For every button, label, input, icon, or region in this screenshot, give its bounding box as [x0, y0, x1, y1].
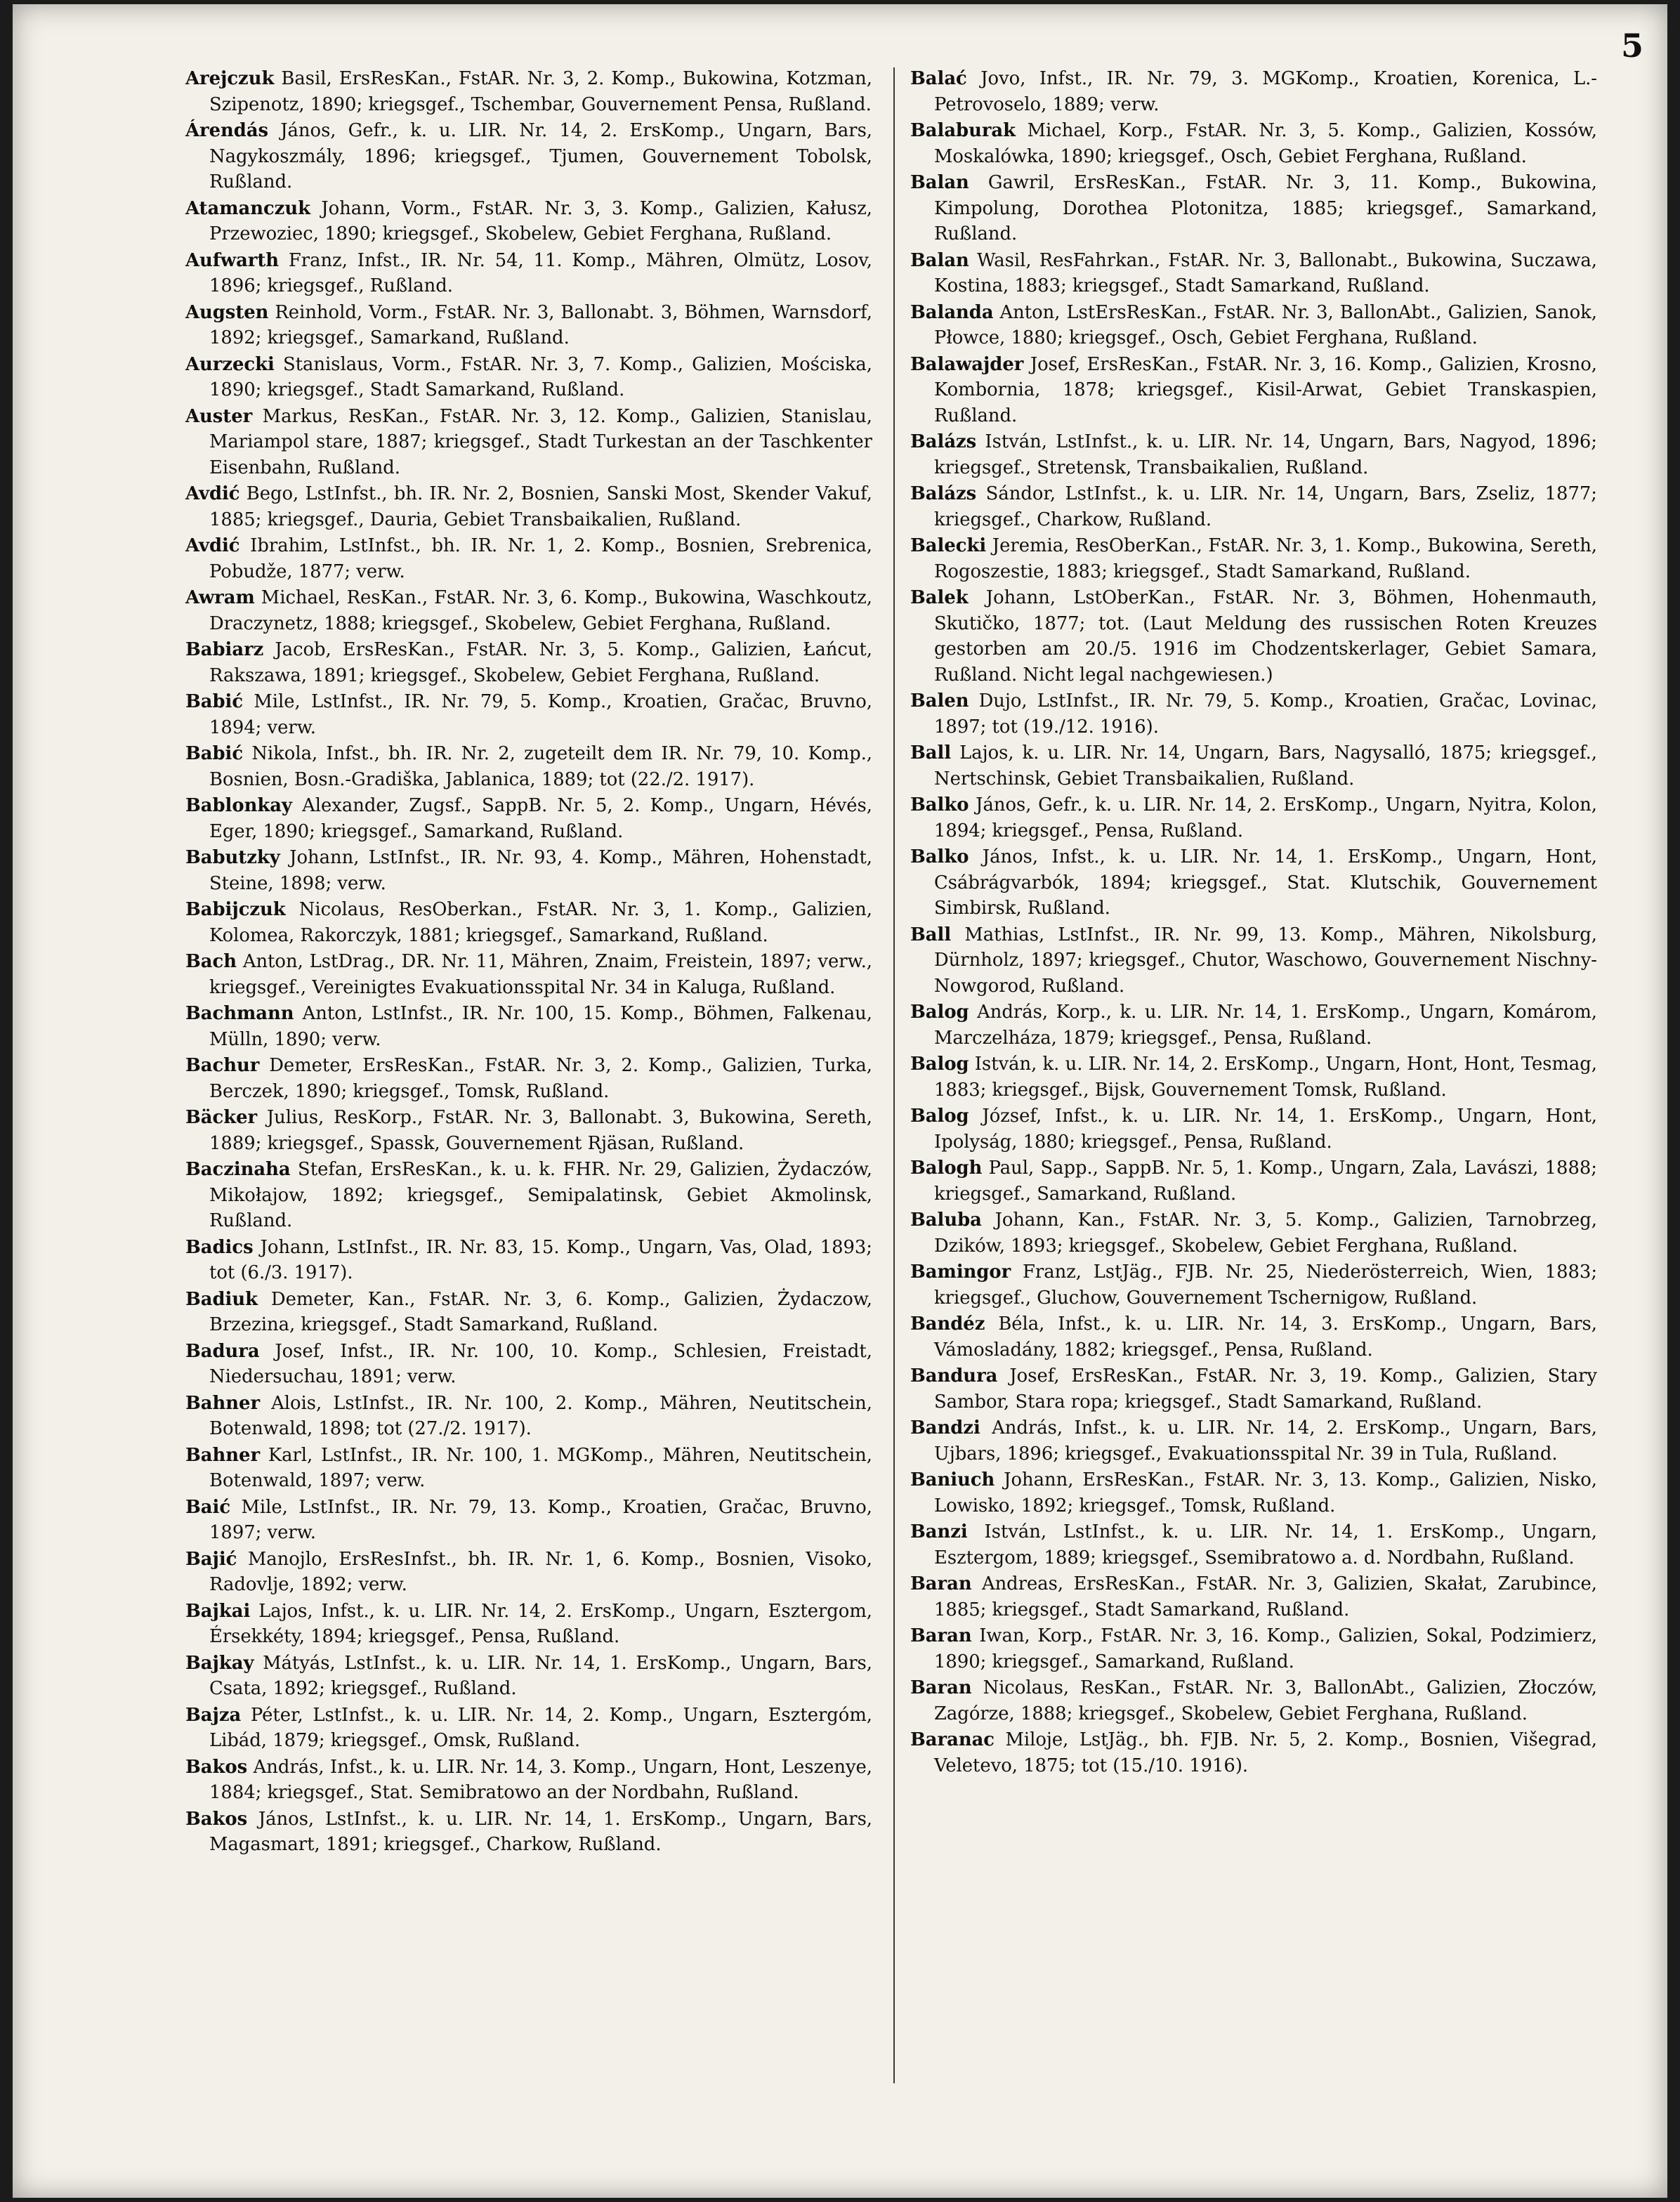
entry-details: Wasil, ResFahrkan., FstAR. Nr. 3, Ballonabt., Bukowina, Suczawa, Kostina, 1883; kriegsgef., Stadt Samarkand, Rußland. — [934, 249, 1597, 296]
entry-details: Jovo, Infst., IR. Nr. 79, 3. MGKomp., Kroatien, Korenica, L.-Petrovoselo, 1889; verw. — [934, 68, 1597, 115]
entry-surname: Baić — [185, 1496, 231, 1518]
entry-details: Mile, LstInfst., IR. Nr. 79, 13. Komp., Kroatien, Gračac, Bruvno, 1897; verw. — [209, 1496, 872, 1543]
entry-surname: Balaburak — [910, 120, 1016, 141]
entry-details: Péter, LstInfst., k. u. LIR. Nr. 14, 2. Komp., Ungarn, Esztergóm, Libád, 1879; kriegsgef., Omsk, Rußland. — [209, 1704, 872, 1751]
entry-details: János, Gefr., k. u. LIR. Nr. 14, 2. ErsKomp., Ungarn, Bars, Nagykoszmály, 1896; kriegsgef., Tjumen, Gouvernement Tobolsk, Rußland. — [209, 120, 873, 192]
entry-surname: Balogh — [910, 1158, 983, 1179]
entry-details: András, Infst., k. u. LIR. Nr. 14, 3. Komp., Ungarn, Hont, Leszenye, 1884; kriegsgef., Stat. Semibratowo an der Nordbahn, Rußland. — [209, 1756, 873, 1803]
list-entry — [185, 118, 872, 195]
list-entry — [910, 300, 1597, 351]
list-entry — [185, 300, 872, 351]
entry-surname: Baran — [910, 1677, 972, 1698]
list-entry — [185, 352, 872, 403]
list-entry — [185, 897, 872, 948]
entry-details: Anton, LstDrag., DR. Nr. 11, Mähren, Znaim, Freistein, 1897; verw., kriegsgef., Vereinigtes Evakuationsspital Nr. 34 in Kaluga, Rußland. — [209, 951, 872, 998]
entry-details: Sándor, LstInfst., k. u. LIR. Nr. 14, Ungarn, Bars, Zseliz, 1877; kriegsgef., Charkow, Rußland. — [934, 483, 1597, 530]
list-entry — [185, 196, 872, 247]
list-entry — [910, 792, 1597, 844]
entry-details: Franz, Infst., IR. Nr. 54, 11. Komp., Mähren, Olmütz, Losov, 1896; kriegsgef., Rußland. — [209, 249, 872, 296]
list-entry — [185, 845, 872, 896]
entry-surname: Bajkai — [185, 1600, 251, 1622]
entry-details: Mathias, LstInfst., IR. Nr. 99, 13. Komp., Mähren, Nikolsburg, Dürnholz, 1897; kriegsgef., Chutor, Waschowo, Gouvernement Nischny-Nowgorod, Rußland. — [934, 924, 1597, 997]
list-entry — [185, 1053, 872, 1104]
entry-details: Demeter, ErsResKan., FstAR. Nr. 3, 2. Komp., Galizien, Turka, Berczek, 1890; kriegsgef., Tomsk, Rußland. — [209, 1055, 872, 1102]
list-entry — [185, 741, 872, 792]
entry-details: Dujo, LstInfst., IR. Nr. 79, 5. Komp., Kroatien, Gračac, Lovinac, 1897; tot (19./12. 1916). — [934, 690, 1598, 738]
list-entry — [185, 1651, 872, 1702]
list-entry — [185, 1391, 872, 1442]
list-entry — [910, 688, 1597, 740]
entry-details: Johann, ErsResKan., FstAR. Nr. 3, 13. Komp., Galizien, Nisko, Lowisko, 1892; kriegsgef., Tomsk, Rußland. — [934, 1469, 1597, 1516]
entry-details: Johann, LstInfst., IR. Nr. 93, 4. Komp., Mähren, Hohenstadt, Steine, 1898; verw. — [209, 847, 873, 894]
entry-details: Markus, ResKan., FstAR. Nr. 3, 12. Komp., Galizien, Stanislau, Mariampol stare, 1887; kriegsgef., Stadt Turkestan an der Taschkenter Eisenbahn, Rußland. — [209, 405, 872, 478]
entry-details: Basil, ErsResKan., FstAR. Nr. 3, 2. Komp., Bukowina, Kotzman, Szipenotz, 1890; kriegsgef., Tschembar, Gouvernement Pensa, Rußland. — [209, 68, 872, 115]
entry-details: Josef, ErsResKan., FstAR. Nr. 3, 16. Komp., Galizien, Krosno, Kombornia, 1878; kriegsgef., Kisil-Arwat, Gebiet Transkaspien, Rußland. — [934, 353, 1597, 426]
entry-details: János, LstInfst., k. u. LIR. Nr. 14, 1. ErsKomp., Ungarn, Bars, Magasmart, 1891; kriegsgef., Charkow, Rußland. — [209, 1808, 873, 1855]
entry-surname: Badura — [185, 1340, 260, 1362]
entry-surname: Babić — [185, 691, 244, 712]
entry-surname: Balog — [910, 1106, 969, 1127]
entry-surname: Balen — [910, 690, 969, 712]
list-entry — [185, 637, 872, 688]
entry-surname: Baniuch — [910, 1469, 995, 1490]
entry-surname: Ball — [910, 924, 952, 945]
entry-details: Stanislaus, Vorm., FstAR. Nr. 3, 7. Komp., Galizien, Mościska, 1890; kriegsgef., Stadt Samarkand, Rußland. — [209, 353, 872, 400]
entry-surname: Balek — [910, 587, 969, 608]
list-entry — [910, 1207, 1597, 1259]
entry-details: Gawril, ErsResKan., FstAR. Nr. 3, 11. Komp., Bukowina, Kimpolung, Dorothea Plotonitza, 1885; kriegsgef., Samarkand, Rußland. — [934, 172, 1597, 244]
list-entry — [910, 1675, 1597, 1726]
list-entry — [910, 118, 1597, 169]
entry-details: Josef, ErsResKan., FstAR. Nr. 3, 19. Komp., Galizien, Stary Sambor, Stara ropa; kriegsgef., Stadt Samarkand, Rußland. — [934, 1365, 1597, 1413]
list-entry — [185, 1703, 872, 1754]
entry-details: István, LstInfst., k. u. LIR. Nr. 14, Ungarn, Bars, Nagyod, 1896; kriegsgef., Stretensk, Transbaikalien, Rußland. — [934, 431, 1597, 478]
list-entry — [910, 1103, 1597, 1155]
entry-surname: Balan — [910, 249, 969, 271]
entry-details: János, Infst., k. u. LIR. Nr. 14, 1. ErsKomp., Ungarn, Hont, Csábrágvarbók, 1894; kriegsgef., Stat. Klutschik, Gouvernement Simbirsk, Rußland. — [934, 846, 1597, 919]
entry-surname: Bajić — [185, 1548, 237, 1570]
entry-surname: Bandéz — [910, 1313, 985, 1335]
entry-surname: Badiuk — [185, 1288, 258, 1310]
list-entry — [910, 1415, 1597, 1467]
entry-details: Iwan, Korp., FstAR. Nr. 3, 16. Komp., Galizien, Sokal, Podzimierz, 1890; kriegsgef., Samarkand, Rußland. — [934, 1625, 1597, 1672]
entry-details: Nicolaus, ResKan., FstAR. Nr. 3, BallonAbt., Galizien, Złoczów, Zagórze, 1888; kriegsgef., Skobelew, Gebiet Ferghana, Rußland. — [934, 1677, 1597, 1724]
entry-details: Julius, ResKorp., FstAR. Nr. 3, Ballonabt. 3, Bukowina, Sereth, 1889; kriegsgef., Spassk, Gouvernement Rjäsan, Rußland. — [209, 1107, 872, 1154]
entry-surname: Bajza — [185, 1704, 242, 1726]
entry-details: Mátyás, LstInfst., k. u. LIR. Nr. 14, 1. ErsKomp., Ungarn, Bars, Csata, 1892; kriegsgef., Rußland. — [209, 1652, 872, 1699]
entry-details: András, Infst., k. u. LIR. Nr. 14, 2. ErsKomp., Ungarn, Bars, Ujbars, 1896; kriegsgef., Evakuationsspital Nr. 39 in Tula, Rußland. — [934, 1417, 1597, 1464]
entry-details: István, k. u. LIR. Nr. 14, 2. ErsKomp., Ungarn, Hont, Hont, Tesmag, 1883; kriegsgef., Bijsk, Gouvernement Tomsk, Rußland. — [934, 1054, 1598, 1101]
list-entry — [185, 1495, 872, 1546]
entry-surname: Ball — [910, 742, 952, 764]
entry-surname: Bajkay — [185, 1652, 254, 1674]
entry-details: Lajos, Infst., k. u. LIR. Nr. 14, 2. ErsKomp., Ungarn, Esztergom, Érsekkéty, 1894; kriegsgef., Pensa, Rußland. — [209, 1600, 872, 1647]
entry-surname: Balan — [910, 172, 969, 193]
list-entry — [910, 1571, 1597, 1623]
list-entry — [910, 922, 1597, 1000]
entry-details: Karl, LstInfst., IR. Nr. 100, 1. MGKomp., Mähren, Neutitschein, Botenwald, 1897; verw. — [209, 1444, 872, 1491]
entry-surname: Babutzky — [185, 847, 280, 868]
entry-surname: Banzi — [910, 1521, 968, 1542]
entry-surname: Babiarz — [185, 639, 264, 660]
entry-details: Mile, LstInfst., IR. Nr. 79, 5. Komp., Kroatien, Gračac, Bruvno, 1894; verw. — [209, 691, 873, 738]
list-entry — [910, 533, 1597, 584]
entry-details: Miloje, LstJäg., bh. FJB. Nr. 5, 2. Komp., Bosnien, Višegrad, Veletevo, 1875; tot (15./10. 1916). — [934, 1729, 1597, 1776]
entry-details: Anton, LstErsResKan., FstAR. Nr. 3, BallonAbt., Galizien, Sanok, Płowce, 1880; kriegsgef., Osch, Gebiet Ferghana, Rußland. — [934, 301, 1598, 348]
entry-surname: Atamanczuk — [185, 197, 310, 219]
entry-details: Michael, ResKan., FstAR. Nr. 3, 6. Komp., Bukowina, Waschkoutz, Draczynetz, 1888; kriegsgef., Skobelew, Gebiet Ferghana, Rußland. — [209, 587, 873, 634]
entry-surname: Bach — [185, 951, 237, 972]
list-entry — [185, 949, 872, 1000]
entry-details: Michael, Korp., FstAR. Nr. 3, 5. Komp., Galizien, Kossów, Moskalówka, 1890; kriegsgef., Osch, Gebiet Ferghana, Rußland. — [934, 120, 1597, 167]
entry-surname: Baluba — [910, 1210, 982, 1231]
list-entry — [185, 1443, 872, 1494]
column-divider — [893, 67, 895, 2083]
entry-details: István, LstInfst., k. u. LIR. Nr. 14, 1. ErsKomp., Ungarn, Esztergom, 1889; kriegsgef., Ssemibratowo a. d. Nordbahn, Rußland. — [934, 1521, 1598, 1568]
list-entry — [910, 740, 1597, 792]
entry-surname: Balecki — [910, 535, 987, 556]
list-entry — [910, 481, 1597, 532]
entry-surname: Balázs — [910, 483, 977, 504]
list-entry — [910, 1259, 1597, 1311]
list-entry — [910, 1051, 1597, 1103]
entry-details: Ibrahim, LstInfst., bh. IR. Nr. 1, 2. Komp., Bosnien, Srebrenica, Pobudže, 1877; verw. — [209, 535, 872, 582]
entry-details: Andreas, ErsResKan., FstAR. Nr. 3, Galizien, Skałat, Zarubince, 1885; kriegsgef., Stadt Samarkand, Rußland. — [934, 1573, 1597, 1620]
entry-surname: Bandzi — [910, 1417, 980, 1438]
list-entry — [185, 1001, 872, 1052]
list-entry — [185, 66, 872, 117]
entry-surname: Babić — [185, 743, 244, 764]
entry-details: Demeter, Kan., FstAR. Nr. 3, 6. Komp., Galizien, Żydaczow, Brzezina, kriegsgef., Stadt Samarkand, Rußland. — [209, 1288, 872, 1335]
entry-surname: Bandura — [910, 1365, 998, 1387]
entry-details: Nikola, Infst., bh. IR. Nr. 2, zugeteilt dem IR. Nr. 79, 10. Komp., Bosnien, Bosn.-Gradiška, Jablanica, 1889; tot (22./2. 1917). — [209, 743, 872, 790]
entry-surname: Baran — [910, 1573, 972, 1594]
entry-surname: Bahner — [185, 1444, 261, 1466]
list-entry — [910, 352, 1597, 429]
list-entry — [910, 1311, 1597, 1363]
list-entry — [185, 689, 872, 740]
entry-surname: Bahner — [185, 1392, 261, 1414]
entry-surname: Baran — [910, 1625, 972, 1646]
entry-surname: Bablonkay — [185, 795, 292, 816]
entry-details: Paul, Sapp., SappB. Nr. 5, 1. Komp., Ungarn, Zala, Lavászi, 1888; kriegsgef., Samarkand, Rußland. — [934, 1158, 1597, 1205]
entry-surname: Balać — [910, 68, 967, 89]
entry-surname: Balawajder — [910, 353, 1024, 375]
entry-details: Reinhold, Vorm., FstAR. Nr. 3, Ballonabt. 3, Böhmen, Warnsdorf, 1892; kriegsgef., Samarkand, Rußland. — [209, 301, 872, 348]
list-entry — [185, 1807, 872, 1858]
entry-details: Stefan, ErsResKan., k. u. k. FHR. Nr. 29, Galizien, Żydaczów, Mikołajow, 1892; kriegsgef., Semipalatinsk, Gebiet Akmolinsk, Rußland. — [209, 1159, 873, 1231]
entry-surname: Bachmann — [185, 1003, 294, 1024]
entry-surname: Bachur — [185, 1055, 260, 1076]
entry-surname: Bäcker — [185, 1107, 258, 1128]
entry-surname: Avdić — [185, 535, 240, 556]
list-entry — [910, 170, 1597, 247]
entry-details: Bego, LstInfst., bh. IR. Nr. 2, Bosnien, Sanski Most, Skender Vakuf, 1885; kriegsgef., Dauria, Gebiet Transbaikalien, Rußland. — [209, 483, 873, 530]
entry-surname: Bamingor — [910, 1261, 1011, 1283]
entry-details: Alexander, Zugsf., SappB. Nr. 5, 2. Komp., Ungarn, Hévés, Eger, 1890; kriegsgef., Samarkand, Rußland. — [209, 795, 872, 842]
entry-surname: Avdić — [185, 483, 240, 504]
entry-surname: Babijczuk — [185, 899, 286, 920]
list-entry — [910, 1623, 1597, 1675]
list-entry — [910, 1000, 1597, 1051]
entry-surname: Auster — [185, 405, 253, 427]
entry-details: Alois, LstInfst., IR. Nr. 100, 2. Komp., Mähren, Neutitschein, Botenwald, 1898; tot (27./2. 1917). — [209, 1392, 872, 1439]
entry-details: Lajos, k. u. LIR. Nr. 14, Ungarn, Bars, Nagysalló, 1875; kriegsgef., Nertschinsk, Gebiet Transbaikalien, Rußland. — [934, 742, 1597, 789]
entry-details: Anton, LstInfst., IR. Nr. 100, 15. Komp., Böhmen, Falkenau, Mülln, 1890; verw. — [209, 1003, 872, 1050]
entry-details: Manojlo, ErsResInfst., bh. IR. Nr. 1, 6. Komp., Bosnien, Visoko, Radovlje, 1892; verw. — [209, 1548, 872, 1595]
entry-details: Jeremia, ResOberKan., FstAR. Nr. 3, 1. Komp., Bukowina, Sereth, Rogoszestie, 1883; kriegsgef., Stadt Samarkand, Rußland. — [934, 535, 1598, 582]
list-entry — [185, 1157, 872, 1234]
entry-surname: Awram — [185, 587, 255, 608]
list-entry — [185, 1105, 872, 1156]
list-entry — [910, 844, 1597, 922]
list-entry — [185, 404, 872, 481]
page-number: 5 — [1620, 27, 1643, 65]
entry-surname: Baczinaha — [185, 1159, 291, 1180]
entry-details: József, Infst., k. u. LIR. Nr. 14, 1. ErsKomp., Ungarn, Hont, Ipolyság, 1880; kriegsgef., Pensa, Rußland. — [934, 1106, 1597, 1153]
entry-details: Johann, LstInfst., IR. Nr. 83, 15. Komp., Ungarn, Vas, Olad, 1893; tot (6./3. 1917). — [209, 1236, 872, 1283]
entry-surname: Balanda — [910, 301, 994, 323]
entry-surname: Árendás — [185, 120, 269, 141]
entry-details: Johann, Vorm., FstAR. Nr. 3, 3. Komp., Galizien, Kałusz, Przewoziec, 1890; kriegsgef., Skobelew, Gebiet Ferghana, Rußland. — [209, 197, 872, 244]
list-entry — [910, 248, 1597, 299]
list-entry — [185, 1755, 872, 1806]
left-column — [185, 66, 872, 1859]
list-entry — [185, 481, 872, 532]
entry-surname: Arejczuk — [185, 68, 275, 89]
list-entry — [185, 1599, 872, 1650]
entry-details: Jacob, ErsResKan., FstAR. Nr. 3, 5. Komp., Galizien, Łańcut, Rakszawa, 1891; kriegsgef., Skobelew, Gebiet Ferghana, Rußland. — [209, 639, 872, 686]
entry-details: Johann, LstOberKan., FstAR. Nr. 3, Böhmen, Hohenmauth, Skutičko, 1877; tot. (Laut Meldung des russischen Roten Kreuzes gestorben am 20./5. 1916 im Chodzentskerlager, Gebiet Samara, Rußland. Nicht legal nachgewiesen.) — [934, 587, 1597, 686]
entry-surname: Aurzecki — [185, 353, 275, 375]
document-page — [13, 4, 1667, 2198]
entry-surname: Badics — [185, 1236, 254, 1258]
list-entry — [910, 1155, 1597, 1207]
entry-surname: Balázs — [910, 431, 977, 452]
entry-details: Johann, Kan., FstAR. Nr. 3, 5. Komp., Galizien, Tarnobrzeg, Dzików, 1893; kriegsgef., Skobelew, Gebiet Ferghana, Rußland. — [934, 1210, 1597, 1257]
list-entry — [910, 429, 1597, 480]
entry-details: Josef, Infst., IR. Nr. 100, 10. Komp., Schlesien, Freistadt, Niedersuchau, 1891; verw. — [209, 1340, 872, 1387]
entry-details: Franz, LstJäg., FJB. Nr. 25, Niederösterreich, Wien, 1883; kriegsgef., Gluchow, Gouvernement Tschernigow, Rußland. — [934, 1261, 1598, 1309]
list-entry — [910, 585, 1597, 688]
entry-surname: Balog — [910, 1002, 969, 1023]
entry-details: Béla, Infst., k. u. LIR. Nr. 14, 3. ErsKomp., Ungarn, Bars, Vámosladány, 1882; kriegsgef., Pensa, Rußland. — [934, 1313, 1597, 1361]
entry-surname: Bakos — [185, 1756, 248, 1778]
entry-details: András, Korp., k. u. LIR. Nr. 14, 1. ErsKomp., Ungarn, Komárom, Marczelháza, 1879; kriegsgef., Pensa, Rußland. — [934, 1002, 1597, 1049]
right-column — [910, 66, 1597, 1779]
list-entry — [910, 66, 1597, 117]
list-entry — [185, 248, 872, 299]
list-entry — [185, 533, 872, 584]
list-entry — [185, 1339, 872, 1390]
list-entry — [185, 1547, 872, 1598]
entry-surname: Bakos — [185, 1808, 248, 1830]
list-entry — [910, 1363, 1597, 1415]
entry-surname: Balog — [910, 1054, 969, 1075]
entry-surname: Balko — [910, 846, 969, 867]
entry-surname: Baranac — [910, 1729, 995, 1750]
list-entry — [910, 1467, 1597, 1519]
list-entry — [185, 585, 872, 636]
list-entry — [910, 1727, 1597, 1778]
list-entry — [185, 1287, 872, 1338]
entry-details: Nicolaus, ResOberkan., FstAR. Nr. 3, 1. Komp., Galizien, Kolomea, Rakorczyk, 1881; kriegsgef., Samarkand, Rußland. — [209, 899, 873, 946]
entry-surname: Balko — [910, 794, 969, 815]
list-entry — [910, 1519, 1597, 1571]
list-entry — [185, 1235, 872, 1286]
entry-details: János, Gefr., k. u. LIR. Nr. 14, 2. ErsKomp., Ungarn, Nyitra, Kolon, 1894; kriegsgef., Pensa, Rußland. — [934, 794, 1597, 841]
entry-surname: Augsten — [185, 301, 269, 323]
entry-surname: Aufwarth — [185, 249, 280, 271]
list-entry — [185, 793, 872, 844]
